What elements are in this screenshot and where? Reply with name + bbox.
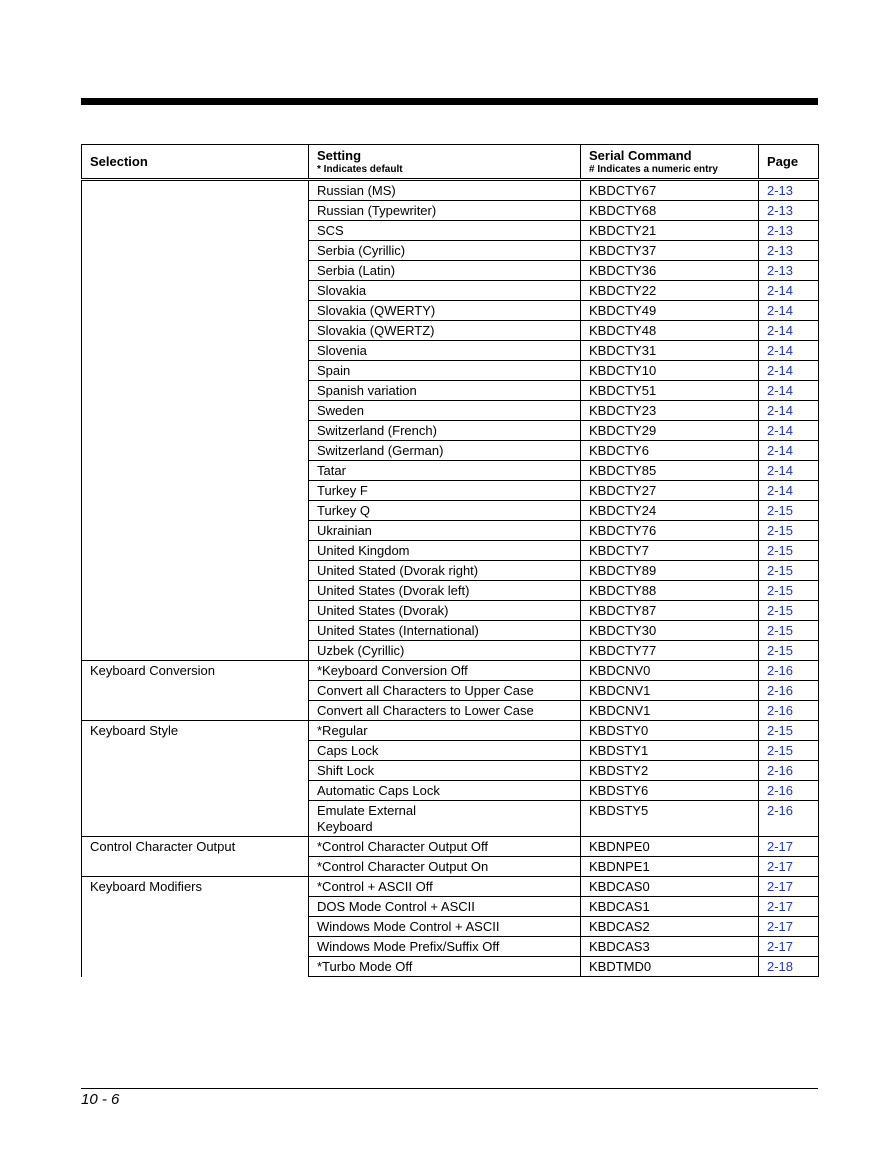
setting-cell: Spanish variation <box>309 381 581 401</box>
setting-cell: DOS Mode Control + ASCII <box>309 897 581 917</box>
setting-cell: Convert all Characters to Lower Case <box>309 701 581 721</box>
setting-cell: Slovenia <box>309 341 581 361</box>
table-row <box>82 221 819 241</box>
serial-command-cell: KBDCTY21 <box>581 221 759 241</box>
setting-cell: Convert all Characters to Upper Case <box>309 681 581 701</box>
page-link[interactable]: 2-15 <box>759 601 819 621</box>
setting-cell: Slovakia (QWERTZ) <box>309 321 581 341</box>
setting-cell: Serbia (Latin) <box>309 261 581 281</box>
setting-cell: United States (Dvorak left) <box>309 581 581 601</box>
table-row <box>82 201 819 221</box>
serial-command-cell: KBDCTY37 <box>581 241 759 261</box>
selection-cell <box>82 561 309 581</box>
table-header-row <box>82 145 819 180</box>
table-row <box>82 421 819 441</box>
table-row <box>82 761 819 781</box>
serial-command-cell: KBDNPE0 <box>581 837 759 857</box>
table-row <box>82 241 819 261</box>
setting-cell: Emulate External Keyboard <box>309 801 581 837</box>
serial-command-cell: KBDCAS0 <box>581 877 759 897</box>
serial-command-cell: KBDCNV1 <box>581 701 759 721</box>
serial-command-cell: KBDCAS3 <box>581 937 759 957</box>
page-link[interactable]: 2-17 <box>759 917 819 937</box>
page-link[interactable]: 2-15 <box>759 501 819 521</box>
serial-command-cell: KBDCTY7 <box>581 541 759 561</box>
serial-command-cell: KBDSTY1 <box>581 741 759 761</box>
serial-command-cell: KBDCTY22 <box>581 281 759 301</box>
page-link[interactable]: 2-17 <box>759 857 819 877</box>
selection-cell <box>82 481 309 501</box>
table-row <box>82 877 819 897</box>
selection-cell <box>82 261 309 281</box>
setting-cell: Russian (MS) <box>309 180 581 201</box>
serial-command-cell: KBDCTY6 <box>581 441 759 461</box>
setting-cell: Windows Mode Control + ASCII <box>309 917 581 937</box>
page-link[interactable]: 2-15 <box>759 561 819 581</box>
selection-cell <box>82 241 309 261</box>
table-row <box>82 261 819 281</box>
page-link[interactable]: 2-15 <box>759 521 819 541</box>
setting-cell: Turkey Q <box>309 501 581 521</box>
header-setting: Setting * Indicates default <box>309 145 581 180</box>
serial-command-cell: KBDCTY23 <box>581 401 759 421</box>
serial-command-cell: KBDCTY10 <box>581 361 759 381</box>
table-row <box>82 381 819 401</box>
page-link[interactable]: 2-16 <box>759 761 819 781</box>
page-link[interactable]: 2-14 <box>759 321 819 341</box>
page-link[interactable]: 2-15 <box>759 641 819 661</box>
selection-cell <box>82 957 309 977</box>
page-link[interactable]: 2-16 <box>759 701 819 721</box>
page-link[interactable]: 2-17 <box>759 897 819 917</box>
table-row <box>82 661 819 681</box>
table-row <box>82 561 819 581</box>
table-row <box>82 681 819 701</box>
selection-cell <box>82 681 309 701</box>
selection-cell <box>82 857 309 877</box>
selection-cell <box>82 641 309 661</box>
table-row <box>82 521 819 541</box>
selection-cell <box>82 421 309 441</box>
header-serial-command: Serial Command # Indicates a numeric entry <box>581 145 759 180</box>
page-link[interactable]: 2-17 <box>759 877 819 897</box>
setting-cell: Switzerland (French) <box>309 421 581 441</box>
page-link[interactable]: 2-15 <box>759 581 819 601</box>
serial-command-cell: KBDCTY85 <box>581 461 759 481</box>
table-row <box>82 857 819 877</box>
serial-command-cell: KBDCNV1 <box>581 681 759 701</box>
serial-command-cell: KBDNPE1 <box>581 857 759 877</box>
setting-cell: Slovakia (QWERTY) <box>309 301 581 321</box>
selection-cell <box>82 701 309 721</box>
serial-command-cell: KBDCTY29 <box>581 421 759 441</box>
selection-cell <box>82 301 309 321</box>
serial-command-cell: KBDSTY5 <box>581 801 759 837</box>
setting-cell: *Turbo Mode Off <box>309 957 581 977</box>
page-link[interactable]: 2-16 <box>759 801 819 837</box>
selection-cell <box>82 897 309 917</box>
setting-cell: Serbia (Cyrillic) <box>309 241 581 261</box>
setting-cell: Shift Lock <box>309 761 581 781</box>
serial-command-cell: KBDCAS1 <box>581 897 759 917</box>
table-row <box>82 721 819 741</box>
setting-cell: Switzerland (German) <box>309 441 581 461</box>
selection-cell <box>82 801 309 837</box>
selection-cell <box>82 461 309 481</box>
page-link[interactable]: 2-13 <box>759 221 819 241</box>
table-row <box>82 401 819 421</box>
selection-cell <box>82 541 309 561</box>
serial-command-cell: KBDCTY51 <box>581 381 759 401</box>
page-link[interactable]: 2-14 <box>759 421 819 441</box>
selection-cell <box>82 341 309 361</box>
table-row <box>82 441 819 461</box>
page-link[interactable]: 2-14 <box>759 361 819 381</box>
page-link[interactable]: 2-14 <box>759 281 819 301</box>
table-row <box>82 601 819 621</box>
table-row <box>82 461 819 481</box>
selection-cell <box>82 180 309 201</box>
table-row <box>82 621 819 641</box>
selection-cell <box>82 581 309 601</box>
selection-cell <box>82 281 309 301</box>
setting-cell: *Regular <box>309 721 581 741</box>
setting-cell: Spain <box>309 361 581 381</box>
page-link[interactable]: 2-15 <box>759 541 819 561</box>
page-link[interactable]: 2-14 <box>759 481 819 501</box>
serial-command-cell: KBDCTY68 <box>581 201 759 221</box>
serial-command-cell: KBDCTY88 <box>581 581 759 601</box>
setting-cell: *Control + ASCII Off <box>309 877 581 897</box>
setting-cell: Automatic Caps Lock <box>309 781 581 801</box>
table-row <box>82 897 819 917</box>
serial-command-cell: KBDSTY0 <box>581 721 759 741</box>
page-link[interactable]: 2-15 <box>759 741 819 761</box>
page-link[interactable]: 2-18 <box>759 957 819 977</box>
selection-cell <box>82 441 309 461</box>
setting-cell: Caps Lock <box>309 741 581 761</box>
serial-command-cell: KBDCTY67 <box>581 180 759 201</box>
selection-cell <box>82 501 309 521</box>
table-row <box>82 321 819 341</box>
table-row <box>82 361 819 381</box>
setting-cell: *Control Character Output Off <box>309 837 581 857</box>
settings-table <box>81 144 819 977</box>
serial-command-cell: KBDCTY87 <box>581 601 759 621</box>
serial-command-cell: KBDCTY31 <box>581 341 759 361</box>
selection-cell <box>82 221 309 241</box>
page-link[interactable]: 2-15 <box>759 621 819 641</box>
selection-cell <box>82 201 309 221</box>
setting-cell: Slovakia <box>309 281 581 301</box>
table-body <box>82 180 819 977</box>
setting-cell: United Kingdom <box>309 541 581 561</box>
header-serial-note: # Indicates a numeric entry <box>589 164 718 175</box>
serial-command-cell: KBDSTY6 <box>581 781 759 801</box>
page-link[interactable]: 2-13 <box>759 201 819 221</box>
table-row <box>82 341 819 361</box>
page-link[interactable]: 2-13 <box>759 241 819 261</box>
selection-cell <box>82 937 309 957</box>
serial-command-cell: KBDCTY48 <box>581 321 759 341</box>
table-row <box>82 741 819 761</box>
serial-command-cell: KBDCTY89 <box>581 561 759 581</box>
page-link[interactable]: 2-14 <box>759 401 819 421</box>
setting-cell: *Keyboard Conversion Off <box>309 661 581 681</box>
serial-command-cell: KBDCTY76 <box>581 521 759 541</box>
table-row <box>82 481 819 501</box>
page-link[interactable]: 2-14 <box>759 381 819 401</box>
table-row <box>82 180 819 201</box>
table-row <box>82 541 819 561</box>
page-link[interactable]: 2-13 <box>759 261 819 281</box>
selection-cell <box>82 521 309 541</box>
table-row <box>82 641 819 661</box>
table-row <box>82 281 819 301</box>
selection-cell <box>82 741 309 761</box>
page-link[interactable]: 2-16 <box>759 681 819 701</box>
page-link[interactable]: 2-14 <box>759 301 819 321</box>
page-link[interactable]: 2-13 <box>759 180 819 201</box>
serial-command-cell: KBDCTY77 <box>581 641 759 661</box>
setting-cell: *Control Character Output On <box>309 857 581 877</box>
table-row <box>82 301 819 321</box>
serial-command-cell: KBDSTY2 <box>581 761 759 781</box>
setting-cell: SCS <box>309 221 581 241</box>
footer-rule <box>81 1088 818 1089</box>
table-row <box>82 957 819 977</box>
table-row <box>82 781 819 801</box>
serial-command-cell: KBDCTY30 <box>581 621 759 641</box>
setting-cell: Tatar <box>309 461 581 481</box>
setting-cell: Windows Mode Prefix/Suffix Off <box>309 937 581 957</box>
setting-cell: United Stated (Dvorak right) <box>309 561 581 581</box>
page-number: 10 - 6 <box>81 1091 120 1108</box>
serial-command-cell: KBDCNV0 <box>581 661 759 681</box>
selection-cell <box>82 381 309 401</box>
selection-cell <box>82 781 309 801</box>
setting-cell: Ukrainian <box>309 521 581 541</box>
selection-cell: Control Character Output <box>82 837 309 857</box>
page-link[interactable]: 2-14 <box>759 441 819 461</box>
serial-command-cell: KBDCTY24 <box>581 501 759 521</box>
selection-cell: Keyboard Modifiers <box>82 877 309 897</box>
selection-cell: Keyboard Style <box>82 721 309 741</box>
selection-cell <box>82 601 309 621</box>
setting-cell: Russian (Typewriter) <box>309 201 581 221</box>
selection-cell <box>82 917 309 937</box>
serial-command-cell: KBDCTY36 <box>581 261 759 281</box>
setting-cell: Sweden <box>309 401 581 421</box>
selection-cell <box>82 361 309 381</box>
table-row <box>82 501 819 521</box>
selection-cell <box>82 401 309 421</box>
header-setting-note: * Indicates default <box>317 164 403 175</box>
page-link[interactable]: 2-16 <box>759 661 819 681</box>
serial-command-cell: KBDCTY27 <box>581 481 759 501</box>
page-link[interactable]: 2-14 <box>759 341 819 361</box>
table-row <box>82 837 819 857</box>
selection-cell <box>82 321 309 341</box>
selection-cell: Keyboard Conversion <box>82 661 309 681</box>
header-selection: Selection <box>82 145 309 180</box>
serial-command-cell: KBDCTY49 <box>581 301 759 321</box>
table-row <box>82 581 819 601</box>
setting-cell: Uzbek (Cyrillic) <box>309 641 581 661</box>
table-row <box>82 917 819 937</box>
setting-cell: United States (Dvorak) <box>309 601 581 621</box>
top-rule <box>81 98 818 105</box>
page-link[interactable]: 2-17 <box>759 837 819 857</box>
serial-command-cell: KBDTMD0 <box>581 957 759 977</box>
selection-cell <box>82 761 309 781</box>
table-row <box>82 701 819 721</box>
serial-command-cell: KBDCAS2 <box>581 917 759 937</box>
table-row <box>82 937 819 957</box>
setting-cell: Turkey F <box>309 481 581 501</box>
page-link[interactable]: 2-16 <box>759 781 819 801</box>
setting-cell: United States (International) <box>309 621 581 641</box>
page-link[interactable]: 2-17 <box>759 937 819 957</box>
selection-cell <box>82 621 309 641</box>
table-row <box>82 801 819 837</box>
header-page: Page <box>759 145 819 180</box>
page-link[interactable]: 2-15 <box>759 721 819 741</box>
page-link[interactable]: 2-14 <box>759 461 819 481</box>
